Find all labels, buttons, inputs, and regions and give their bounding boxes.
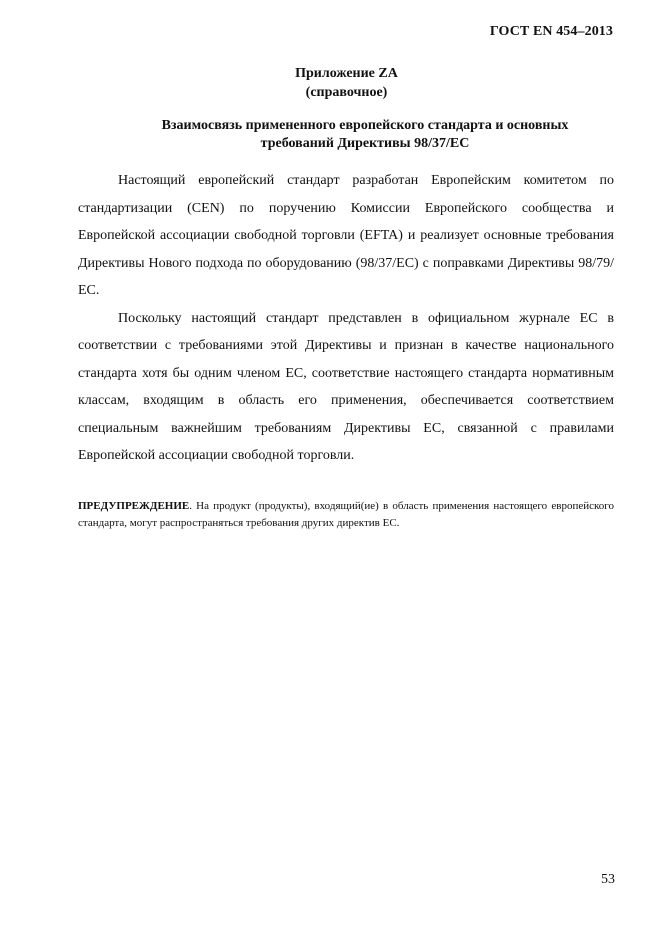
annex-subtitle: (справочное) <box>305 85 388 100</box>
warning-label: ПРЕДУПРЕЖДЕНИЕ <box>78 500 190 512</box>
warning-note <box>78 498 614 532</box>
annex-heading <box>0 64 661 102</box>
body-text <box>78 167 614 470</box>
paragraph-1: Настоящий европейский стандарт разработан Европейским комитетом по стандартизации (CEN) по поручению Комиссии Европейского сообщества и Европейской ассоциации свободной торговли (EFTA) и реализует основные требования Директивы Нового подхода по оборудованию (98/37/ЕС) с поправками Директивы 98/79/ЕС. <box>78 173 614 298</box>
document-code: ГОСТ EN 454–2013 <box>489 24 613 39</box>
paragraph-2: Поскольку настоящий стандарт представлен в официальном журнале ЕС в соответствии с требованиями этой Директивы и признан в качестве национального стандарта хотя бы одним членом ЕС, соответствие настоящего стандарта нормативным классам, входящим в область его применения, обеспечивается соответствием специальным важнейшим требованиям Директивы ЕС, связанной с правилами Европейской ассоциации свободной торговли. <box>78 310 614 463</box>
page-number: 53 <box>601 872 615 887</box>
annex-title: Приложение ZA <box>295 66 398 81</box>
section-title <box>100 117 630 153</box>
section-title-line-1: Взаимосвязь примененного европейского стандарта и основных <box>161 118 569 133</box>
section-title-line-2: требований Директивы 98/37/ЕС <box>260 136 470 151</box>
warning-text: . На продукт (продукты), входящий(ие) в область применения настоящего европейского стандарта, могут распространяться требования других директив ЕС. <box>78 500 614 529</box>
